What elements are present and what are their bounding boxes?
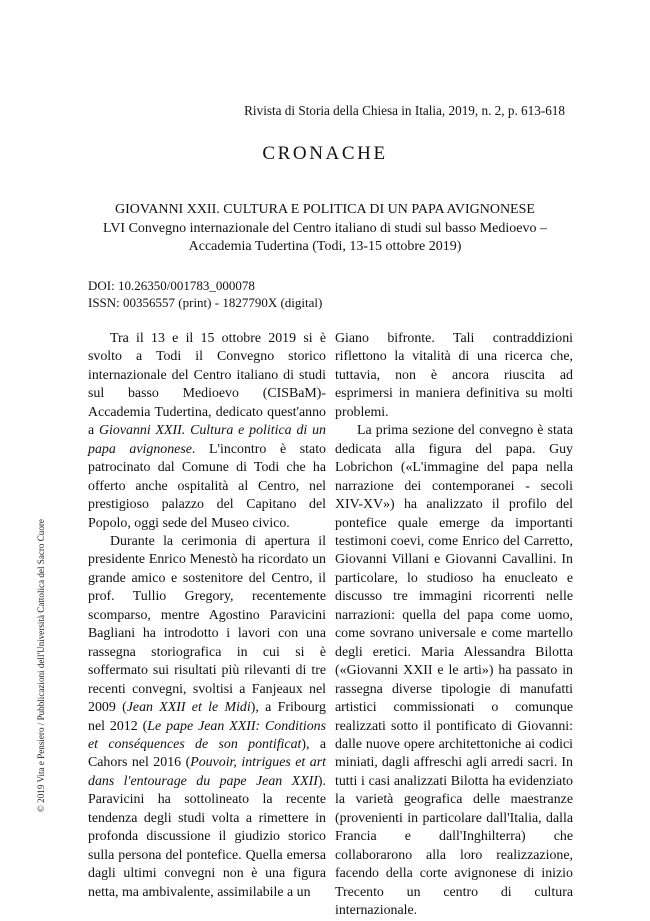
paragraph-text: Durante la cerimonia di apertura il presidente Enrico Menestò ha ricordato un grande amico e sostenitore del Centro, il prof. Tullio Gregory, recentemente scomparso, mentre Agostino Paravicini Bagliani ha introdotto i lavori con una rassegna storiografica in cui si è soffermato sui risultati più rilevanti di tre recenti convegni, svoltisi a Fanjeaux nel 2009 ( bbox=[88, 533, 326, 716]
article-title: GIOVANNI XXII. CULTURA E POLITICA DI UN PAPA AVIGNONESE bbox=[115, 202, 535, 217]
paragraph-text: ), a Cahors nel 2016 ( bbox=[88, 736, 326, 771]
body-paragraph bbox=[335, 422, 573, 920]
article-subtitle-line-2: Accademia Tudertina (Todi, 13-15 ottobre 2019) bbox=[188, 239, 462, 254]
paragraph-text: Tra il 13 e il 15 ottobre 2019 si è svolto a Todi il Convegno storico internazionale del Centro italiano di studi sul basso Medioevo (CISBaM)-Accademia Tudertina, dedicato quest'anno a bbox=[88, 331, 326, 439]
section-title: CRONACHE bbox=[262, 143, 388, 164]
left-column bbox=[88, 330, 326, 902]
article-metadata bbox=[88, 278, 322, 311]
paragraph-text: ). Paravicini ha sottolineato la recente tendenza degli studi volta a rimettere in profonda discussione il giudizio storico sulla persona del pontefice. Quella emersa dagli ultimi convegni non è una figura netta, ma ambivalente, assimilabile a un bbox=[88, 773, 326, 900]
italic-title-text: Pouvoir, intrigues et art dans l'entourage du pape Jean XXII bbox=[88, 755, 326, 789]
article-title-block bbox=[80, 201, 570, 257]
issn: ISSN: 00356557 (print) - 1827790X (digital) bbox=[88, 294, 323, 310]
article-subtitle-line-1: LVI Convegno internazionale del Centro italiano di studi sul basso Medioevo – bbox=[103, 220, 547, 236]
body-paragraph bbox=[88, 330, 326, 533]
paragraph-text: Giano bifronte. Tali contraddizioni riflettono la vitalità di una ricerca che, tuttavia, non è ancora riuscita ad esprimersi in maniera definitiva su molti problemi. bbox=[335, 331, 573, 420]
side-copyright-notice: © 2019 Vita e Pensiero / Pubblicazioni dell'Università Cattolica del Sacro Cuore bbox=[36, 519, 46, 812]
italic-title-text: Giovanni XXII. Cultura e politica di un papa avignonese bbox=[88, 423, 326, 457]
body-paragraph bbox=[335, 330, 573, 422]
paragraph-text: ), a Fribourg nel 2012 ( bbox=[88, 700, 326, 734]
running-head: Rivista di Storia della Chiesa in Italia, 2019, n. 2, p. 613-618 bbox=[244, 103, 565, 118]
italic-title-text: Le pape Jean XXII: Conditions et conséquences de son pontificat bbox=[88, 718, 327, 752]
doi: DOI: 10.26350/001783_000078 bbox=[88, 278, 255, 293]
right-column bbox=[335, 330, 573, 921]
paragraph-text: La prima sezione del convegno è stata dedicata alla figura del papa. Guy Lobrichon («L'immagine del papa nella narrazione dei contemporanei - secoli XIV-XV») ha analizzato il profilo del pontefice quale emerge da importanti testimoni coevi, come Enrico del Carretto, Giovanni Villani e Giovanni Cavallini. In particolare, lo studioso ha enucleato e discusso tre immagini ricorrenti nelle narrazioni: quella del papa come uomo, come sovrano universale e come martello degli eretici. Maria Alessandra Bilotta («Giovanni XXII e le arti») ha passato in rassegna diverse tipologie di manufatti artistici commissionati o comunque realizzati sotto il pontificato di Giovanni: dalle nuove opere architettoniche ai codici miniati, dagli affreschi agli arredi sacri. In tutti i casi analizzati Bilotta ha evidenziato la varietà geografica delle maestranze (provenienti in particolare dall'Italia, dalla Francia e dall'Inghilterra) che collaborarono alla loro realizzazione, facendo della corte avignonese di inizio Trecento un centro di cultura internazionale. bbox=[335, 423, 573, 919]
paragraph-text: . L'incontro è stato patrocinato dal Comune di Todi che ha offerto anche ospitalità al Centro, nel prestigioso palazzo del Capitano del Popolo, oggi sede del Museo civico. bbox=[88, 441, 326, 531]
body-paragraph bbox=[88, 533, 326, 902]
italic-title-text: Jean XXII et le Midi bbox=[126, 700, 251, 716]
